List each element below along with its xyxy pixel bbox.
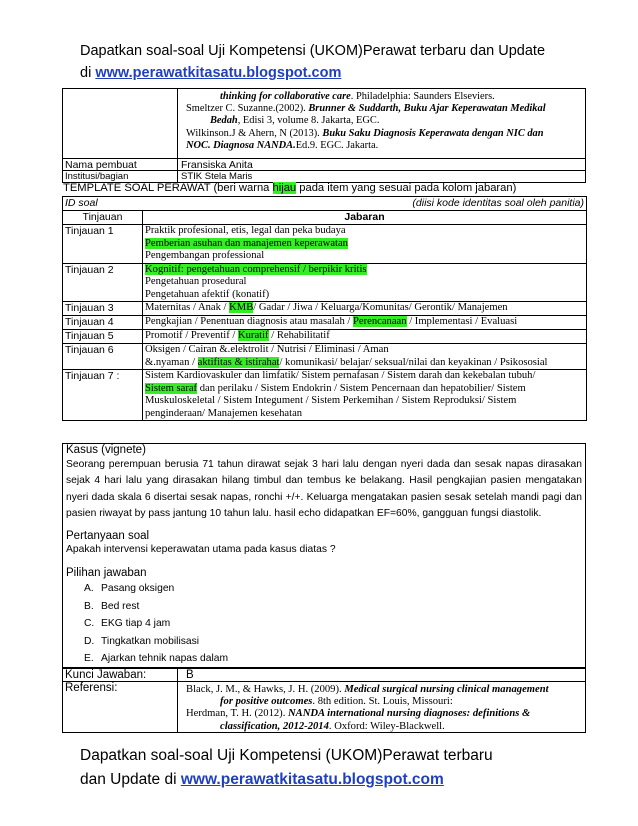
ref-title: NOC. Diagnosa NANDA.	[186, 139, 296, 151]
ref-title: NANDA international nursing diagnoses: definitions &	[288, 708, 531, 720]
header-line: Dapatkan soal-soal Uji Kompetensi (UKOM)Perawat terbaru dan Update	[80, 43, 546, 59]
tinjauan-1-content	[143, 225, 587, 264]
option-a	[66, 580, 582, 598]
option-c	[66, 615, 582, 633]
jabaran-item: Maternitas / Anak /	[145, 302, 230, 313]
tinjauan-5-content	[143, 330, 587, 344]
option-b	[66, 598, 582, 616]
jabaran-item-selected: Kuratif	[237, 330, 269, 341]
option-text: Pasang oksigen	[101, 583, 175, 595]
ref-text: . Philadelphia: Saunders Elseviers.	[350, 91, 495, 102]
jabaran-item: Pengetahuan afektif (konatif)	[145, 288, 270, 300]
jabaran-item: dan perilaku / Sistem Endokrin / Sistem Pencernaan dan hepatobilier/ Sistem	[197, 382, 526, 394]
tinjauan-label: Tinjauan 2	[63, 263, 143, 302]
option-letter: D.	[84, 635, 95, 647]
option-letter: A.	[84, 583, 94, 595]
tinjauan-2-content	[143, 263, 587, 302]
ref-text: , Edisi 3, volume 8. Jakarta, EGC.	[237, 115, 380, 127]
tinjauan-header: Tinjauan	[63, 211, 143, 225]
option-letter: E.	[84, 653, 94, 665]
ref-text: . 8th edition. St. Louis, Missouri:	[312, 696, 453, 708]
footer-link[interactable]: www.perawatkitasatu.blogspot.com	[180, 771, 444, 788]
jabaran-item: / Implementasi / Evaluasi	[406, 316, 518, 327]
option-text: Ajarkan tehnik napas dalam	[101, 653, 229, 665]
pertanyaan-label: Pertanyaan soal	[66, 530, 150, 543]
referensi-row	[62, 681, 586, 733]
ref-text: Ed.9. EGC. Jakarta.	[295, 139, 379, 151]
option-letter: B.	[84, 600, 94, 612]
jabaran-item: penginderaan/ Manajemen kesehatan	[145, 407, 303, 419]
ref-title: for positive outcomes	[220, 696, 313, 708]
ref-title: Medical surgical nursing clinical management	[344, 684, 549, 695]
tinjauan-label: Tinjauan 7 :	[63, 370, 143, 421]
tinjauan-3-content	[143, 302, 587, 316]
jabaran-item: Sistem Kardiovaskuler dan limfatik/ Sistem pernafasan / Sistem darah dan kekebalan tubuh/	[145, 370, 536, 381]
kasus-label: Kasus (vignete)	[66, 444, 146, 456]
jabaran-item: Muskuloskeletal / Sistem Integument / Sistem Perkemihan / Sistem Reproduksi/ Sistem	[145, 395, 517, 406]
jabaran-item: / Rehabilitatif	[268, 330, 330, 341]
nama-pembuat-value: Fransiska Anita	[181, 159, 253, 171]
kunci-label: Kunci Jawaban:	[65, 669, 147, 681]
option-e	[66, 650, 582, 668]
jabaran-header: Jabaran	[143, 211, 587, 225]
tinjauan-label: Tinjauan 6	[63, 344, 143, 370]
id-soal-label: ID soal	[65, 197, 98, 209]
ref-title: classification, 2012-2014	[220, 720, 329, 732]
option-letter: C.	[84, 618, 95, 630]
jabaran-item: Pengetahuan prosedural	[145, 276, 247, 287]
tinjauan-7-content	[143, 370, 587, 421]
referensi-label: Referensi:	[65, 682, 118, 694]
jabaran-item-selected: Perencanaan	[353, 316, 407, 327]
tinjauan-6-content	[143, 344, 587, 370]
kasus-text: Seorang perempuan berusia 71 tahun dirawat sejak 3 hari lalu dengan nyeri dada dan sesak napas dirasakan sejak 4 hari lalu yang dirasakan hilang timbul dan tembus ke belakang. Hasil pengkajian pasien mengatakan nyeri dada skala 6 disertai sesak napas, ronchi +/+. Keluarga mengatakan pasien sesak setelah mandi pagi dan pasien riwayat by pass jantung 10 tahun lalu. hasil echo didapatkan EF=60%, gangguan fungsi diastolik.	[66, 459, 582, 519]
tinjauan-label: Tinjauan 3	[63, 302, 143, 316]
header-link[interactable]: www.perawatkitasatu.blogspot.com	[95, 65, 342, 81]
option-text: Bed rest	[101, 600, 140, 612]
template-text: TEMPLATE SOAL PERAWAT (beri warna	[63, 182, 273, 194]
id-soal-note: (diisi kode identitas soal oleh panitia)	[412, 197, 585, 209]
tinjauan-4-content	[143, 316, 587, 330]
footer-line: Dapatkan soal-soal Uji Kompetensi (UKOM)Perawat terbaru	[80, 747, 493, 764]
institusi-value: STIK Stela Maris	[181, 171, 253, 182]
option-d	[66, 633, 582, 651]
jabaran-item-selected: aktifitas & istirahat	[197, 356, 280, 368]
pilihan-label: Pilihan jawaban	[66, 567, 147, 580]
ref-title: Buku Saku Diagnosis Keperawata dengan NIC dan	[322, 127, 544, 139]
template-text: pada item yang sesuai pada kolom jabaran)	[296, 182, 517, 194]
kunci-jawaban-row	[62, 668, 586, 682]
jabaran-item: Pengembangan professional	[145, 250, 265, 261]
template-highlight: hijau	[272, 182, 297, 194]
id-soal-row	[63, 197, 587, 211]
jabaran-item: Pengkajian / Penentuan diagnosis atau masalah /	[145, 316, 354, 327]
nama-pembuat-label: Nama pembuat	[65, 159, 137, 171]
jabaran-item: / Gadar / Jiwa / Keluarga/Komunitas/ Gerontik/ Manajemen	[253, 302, 508, 313]
kunci-value: B	[186, 669, 194, 681]
template-title	[63, 182, 587, 195]
option-text: Tingkatkan mobilisasi	[101, 635, 200, 647]
ref-text: Herdman, T. H. (2012).	[186, 708, 288, 720]
page-footer	[80, 744, 600, 792]
ref-text: Smeltzer C. Suzanne.(2002).	[186, 103, 309, 115]
tinjauan-label: Tinjauan 4	[63, 316, 143, 330]
kasus-section	[62, 443, 586, 668]
tinjauan-label: Tinjauan 5	[63, 330, 143, 344]
jabaran-item: &.nyaman /	[145, 356, 198, 368]
tinjauan-table	[62, 196, 587, 421]
ref-text: Wilkinson.J & Ahern, N (2013).	[186, 127, 323, 139]
page-header	[80, 40, 600, 84]
tinjauan-label: Tinjauan 1	[63, 225, 143, 264]
ref-title: Bedah	[210, 115, 238, 127]
ref-title: thinking for collaborative care	[220, 91, 351, 102]
jabaran-item-selected: Kognitif: pengetahuan comprehensif / berpikir kritis	[145, 263, 367, 275]
jabaran-item: Promotif / Preventif /	[145, 330, 238, 341]
jabaran-item-selected: Sistem saraf	[145, 382, 198, 394]
jabaran-item: Oksigen / Cairan &.elektrolit / Nutrisi / Eliminasi / Aman	[145, 344, 389, 355]
institusi-label: Institusi/bagian	[65, 171, 129, 182]
top-references-block	[62, 88, 586, 158]
pertanyaan-text: Apakah intervensi keperawatan utama pada kasus diatas ?	[66, 544, 336, 556]
option-text: EKG tiap 4 jam	[101, 618, 171, 630]
jabaran-item-selected: KMB	[229, 302, 254, 313]
jabaran-item: Praktik profesional, etis, legal dan peka budaya	[145, 225, 346, 236]
jabaran-item-selected: Pemberian asuhan dan manajemen keperawatan	[145, 237, 348, 249]
jabaran-item: / komunikasi/ belajar/ seksual/nilai dan keyakinan / Psikososial	[279, 356, 548, 368]
ref-title: Brunner & Suddarth, Buku Ajar Keperawatan Medikal	[308, 103, 546, 115]
footer-prefix: dan Update di	[80, 771, 181, 788]
ref-text: Black, J. M., & Hawks, J. H. (2009).	[186, 684, 345, 695]
ref-text: . Oxford: Wiley-Blackwell.	[328, 720, 445, 732]
header-prefix: di	[80, 65, 96, 81]
